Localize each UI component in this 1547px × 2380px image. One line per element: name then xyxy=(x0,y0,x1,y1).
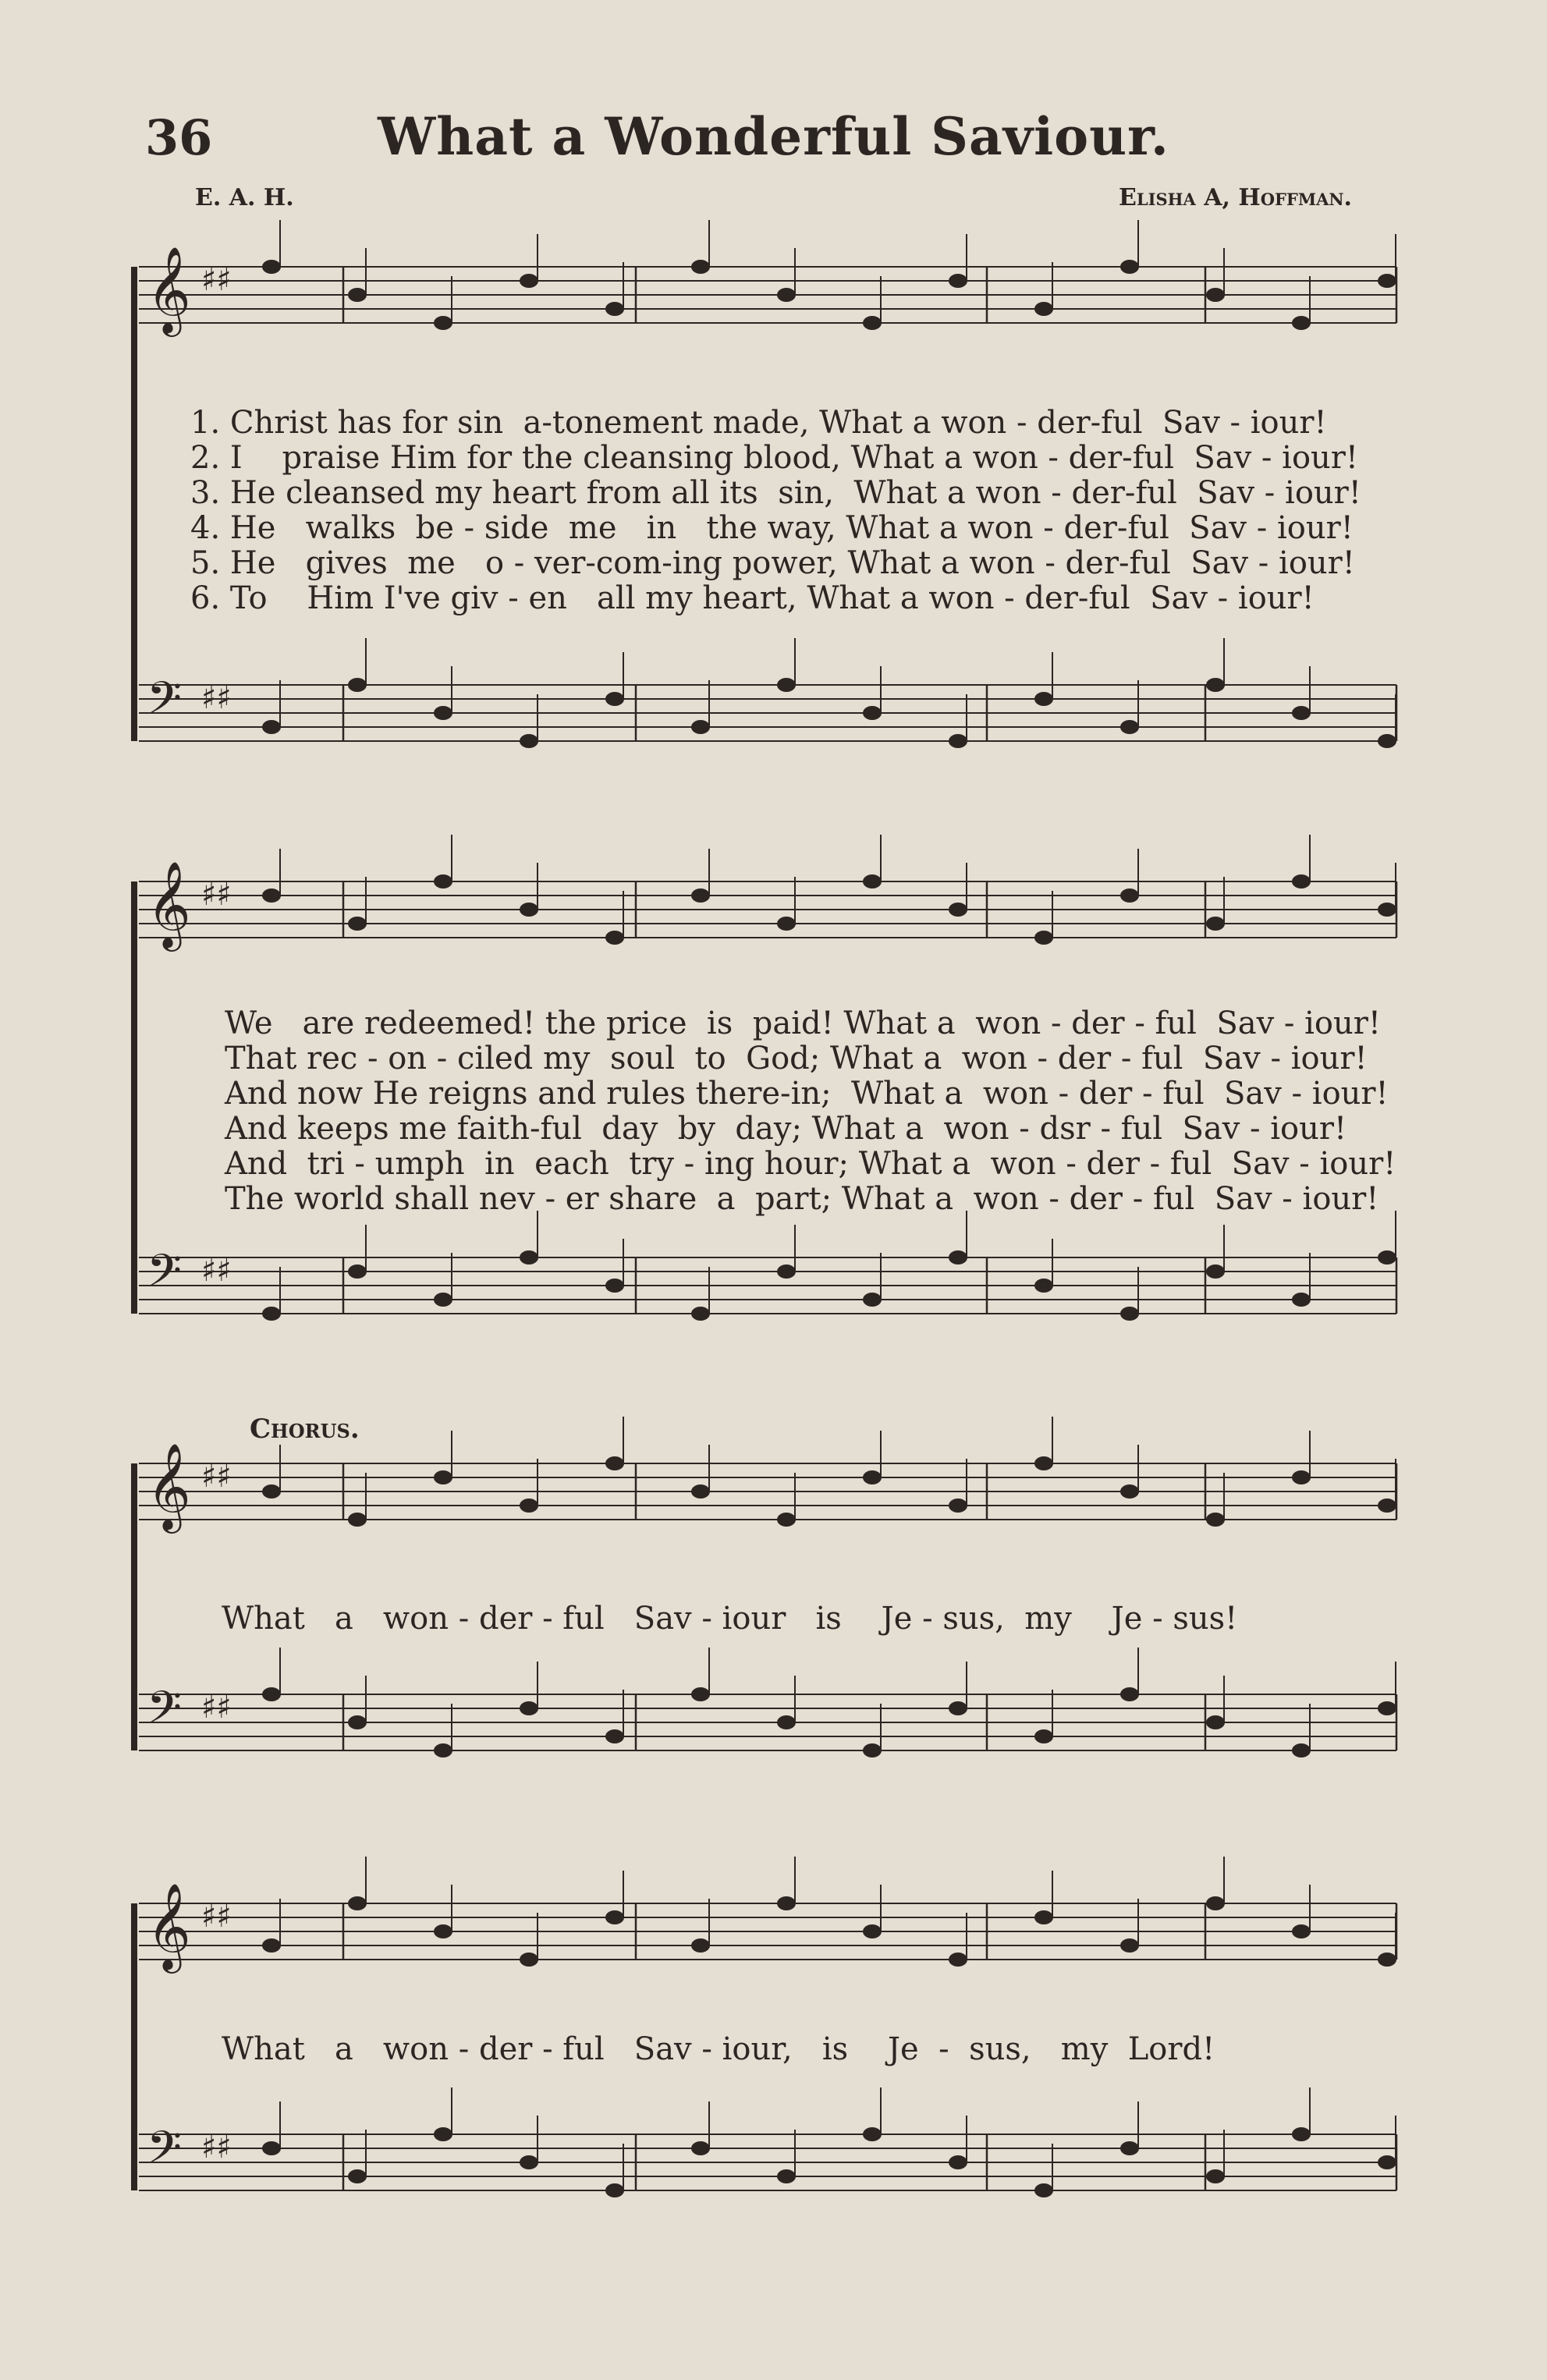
note-head xyxy=(1120,2141,1139,2155)
note-head xyxy=(262,260,281,274)
note-head xyxy=(949,1701,967,1715)
page-number: 36 xyxy=(145,109,213,166)
note-head xyxy=(1034,1456,1053,1470)
note-head xyxy=(949,734,967,748)
verse-line: 3. He cleansed my heart from all its sin, What a won - der-ful Sav - iour! xyxy=(190,475,1361,511)
note-head xyxy=(520,1250,538,1264)
note-head xyxy=(691,720,710,734)
treble-clef-icon: 𝄞 xyxy=(147,1442,191,1530)
verse-lyrics-block-2 xyxy=(225,1006,1396,1217)
note-head xyxy=(348,288,367,302)
verse-line: And tri - umph in each try - ing hour; What a won - der - ful Sav - iour! xyxy=(225,1146,1396,1182)
note-head xyxy=(1120,720,1139,734)
note-head xyxy=(1292,1743,1311,1758)
note-head xyxy=(691,1307,710,1321)
note-head xyxy=(434,706,452,720)
note-head xyxy=(1292,874,1311,889)
note-head xyxy=(605,1729,624,1743)
verse-line: 4. He walks be - side me in the way, What a won - der-ful Sav - iour! xyxy=(190,510,1354,546)
note-head xyxy=(605,1279,624,1293)
note-head xyxy=(777,288,796,302)
note-head xyxy=(1120,1307,1139,1321)
chorus-label: Chorus. xyxy=(250,1413,360,1445)
note-head xyxy=(1120,889,1139,903)
note-head xyxy=(520,1499,538,1513)
note-head xyxy=(863,2127,882,2141)
note-head xyxy=(949,1953,967,1967)
note-head xyxy=(348,2169,367,2183)
note-head xyxy=(262,720,281,734)
note-head xyxy=(348,1715,367,1729)
verse-lyrics-block-1 xyxy=(190,406,1361,616)
note-head xyxy=(1378,274,1396,288)
hymn-title: What a Wonderful Saviour. xyxy=(378,106,1169,167)
note-head xyxy=(262,889,281,903)
note-head xyxy=(605,1910,624,1924)
note-head xyxy=(863,1743,882,1758)
note-head xyxy=(1292,1924,1311,1938)
note-head xyxy=(863,1470,882,1484)
chorus-lyric-line-1: What a won - der - ful Sav - iour is Je - sus, my Je - sus! xyxy=(222,1601,1238,1637)
note-head xyxy=(262,1484,281,1499)
note-head xyxy=(1292,1470,1311,1484)
note-head xyxy=(348,678,367,692)
note-head xyxy=(1292,2127,1311,2141)
note-head xyxy=(691,1484,710,1499)
composer-name: Elisha A, Hoffman. xyxy=(1119,184,1352,211)
note-head xyxy=(262,1938,281,1953)
note-head xyxy=(777,1264,796,1279)
note-head xyxy=(1120,1484,1139,1499)
note-head xyxy=(1292,706,1311,720)
sharp-icon: ♯♯ xyxy=(201,680,232,716)
note-head xyxy=(520,734,538,748)
note-head xyxy=(1206,2169,1225,2183)
note-head xyxy=(863,1293,882,1307)
note-head xyxy=(949,274,967,288)
note-head xyxy=(777,917,796,931)
note-head xyxy=(863,706,882,720)
verse-line: And now He reigns and rules there-in; What a won - der - ful Sav - iour! xyxy=(225,1076,1389,1112)
treble-clef-icon: 𝄞 xyxy=(147,246,191,333)
note-head xyxy=(1034,302,1053,316)
note-head xyxy=(1120,1687,1139,1701)
note-head xyxy=(1034,931,1053,945)
note-head xyxy=(949,903,967,917)
note-head xyxy=(520,1953,538,1967)
note-head xyxy=(348,1264,367,1279)
note-head xyxy=(434,1470,452,1484)
note-head xyxy=(1206,1896,1225,1910)
verse-line: 2. I praise Him for the cleansing blood, What a won - der-ful Sav - iour! xyxy=(190,440,1358,476)
sharp-icon: ♯♯ xyxy=(201,1459,232,1495)
note-head xyxy=(1206,1513,1225,1527)
note-head xyxy=(949,1499,967,1513)
bass-clef-icon: 𝄢 xyxy=(147,1244,183,1308)
note-head xyxy=(691,889,710,903)
note-head xyxy=(520,903,538,917)
lyricist-initials: E. A. H. xyxy=(195,184,294,211)
note-head xyxy=(1034,1279,1053,1293)
note-head xyxy=(691,1938,710,1953)
note-head xyxy=(262,1307,281,1321)
note-head xyxy=(1378,1250,1396,1264)
note-head xyxy=(605,692,624,706)
note-head xyxy=(691,1687,710,1701)
note-head xyxy=(1292,1293,1311,1307)
note-head xyxy=(434,1924,452,1938)
sharp-icon: ♯♯ xyxy=(201,1253,232,1289)
note-head xyxy=(520,2155,538,2169)
chorus-lyric-line-2: What a won - der - ful Sav - iour, is Je - sus, my Lord! xyxy=(222,2031,1215,2067)
note-head xyxy=(262,1687,281,1701)
note-head xyxy=(348,1896,367,1910)
sharp-icon: ♯♯ xyxy=(201,2130,232,2165)
verse-line: 1. Christ has for sin a-tonement made, What a won - der-ful Sav - iour! xyxy=(190,405,1327,441)
verse-line: We are redeemed! the price is paid! What a won - der - ful Sav - iour! xyxy=(225,1006,1381,1041)
note-head xyxy=(1206,288,1225,302)
sharp-icon: ♯♯ xyxy=(201,877,232,913)
note-head xyxy=(1034,692,1053,706)
note-head xyxy=(605,1456,624,1470)
note-head xyxy=(520,274,538,288)
note-head xyxy=(863,874,882,889)
note-head xyxy=(691,2141,710,2155)
note-head xyxy=(434,2127,452,2141)
note-head xyxy=(777,678,796,692)
note-head xyxy=(949,1250,967,1264)
note-head xyxy=(1378,1953,1396,1967)
note-head xyxy=(1378,1499,1396,1513)
note-head xyxy=(777,1715,796,1729)
note-head xyxy=(348,917,367,931)
treble-clef-icon: 𝄞 xyxy=(147,860,191,948)
note-head xyxy=(434,874,452,889)
note-head xyxy=(1034,1910,1053,1924)
note-head xyxy=(777,2169,796,2183)
sharp-icon: ♯♯ xyxy=(201,1899,232,1935)
note-head xyxy=(1206,1264,1225,1279)
note-head xyxy=(434,1293,452,1307)
note-head xyxy=(777,1513,796,1527)
verse-line: That rec - on - ciled my soul to God; What a won - der - ful Sav - iour! xyxy=(225,1041,1368,1076)
note-head xyxy=(1206,917,1225,931)
bass-clef-icon: 𝄢 xyxy=(147,672,183,736)
note-head xyxy=(1034,1729,1053,1743)
verse-line: 5. He gives me o - ver-com-ing power, What a won - der-ful Sav - iour! xyxy=(190,545,1355,581)
note-head xyxy=(1292,316,1311,330)
note-head xyxy=(1206,1715,1225,1729)
note-head xyxy=(262,2141,281,2155)
verse-line: And keeps me faith-ful day by day; What a won - dsr - ful Sav - iour! xyxy=(225,1111,1347,1147)
sharp-icon: ♯♯ xyxy=(201,262,232,298)
note-head xyxy=(434,316,452,330)
note-head xyxy=(863,316,882,330)
verse-line: The world shall nev - er share a part; What a won - der - ful Sav - iour! xyxy=(225,1181,1379,1217)
note-head xyxy=(1378,734,1396,748)
note-head xyxy=(949,2155,967,2169)
note-head xyxy=(1378,2155,1396,2169)
verse-line: 6. To Him I've giv - en all my heart, What a won - der-ful Sav - iour! xyxy=(190,580,1315,616)
note-head xyxy=(605,302,624,316)
bass-clef-icon: 𝄢 xyxy=(147,1681,183,1745)
note-head xyxy=(1120,1938,1139,1953)
note-head xyxy=(777,1896,796,1910)
note-head xyxy=(863,1924,882,1938)
note-head xyxy=(1378,1701,1396,1715)
sharp-icon: ♯♯ xyxy=(201,1690,232,1726)
note-head xyxy=(348,1513,367,1527)
note-head xyxy=(1206,678,1225,692)
note-head xyxy=(605,931,624,945)
note-head xyxy=(434,1743,452,1758)
note-head xyxy=(1378,903,1396,917)
treble-clef-icon: 𝄞 xyxy=(147,1882,191,1970)
bass-clef-icon: 𝄢 xyxy=(147,2121,183,2185)
note-head xyxy=(605,2183,624,2197)
note-head xyxy=(1120,260,1139,274)
note-head xyxy=(1034,2183,1053,2197)
note-head xyxy=(520,1701,538,1715)
note-head xyxy=(691,260,710,274)
